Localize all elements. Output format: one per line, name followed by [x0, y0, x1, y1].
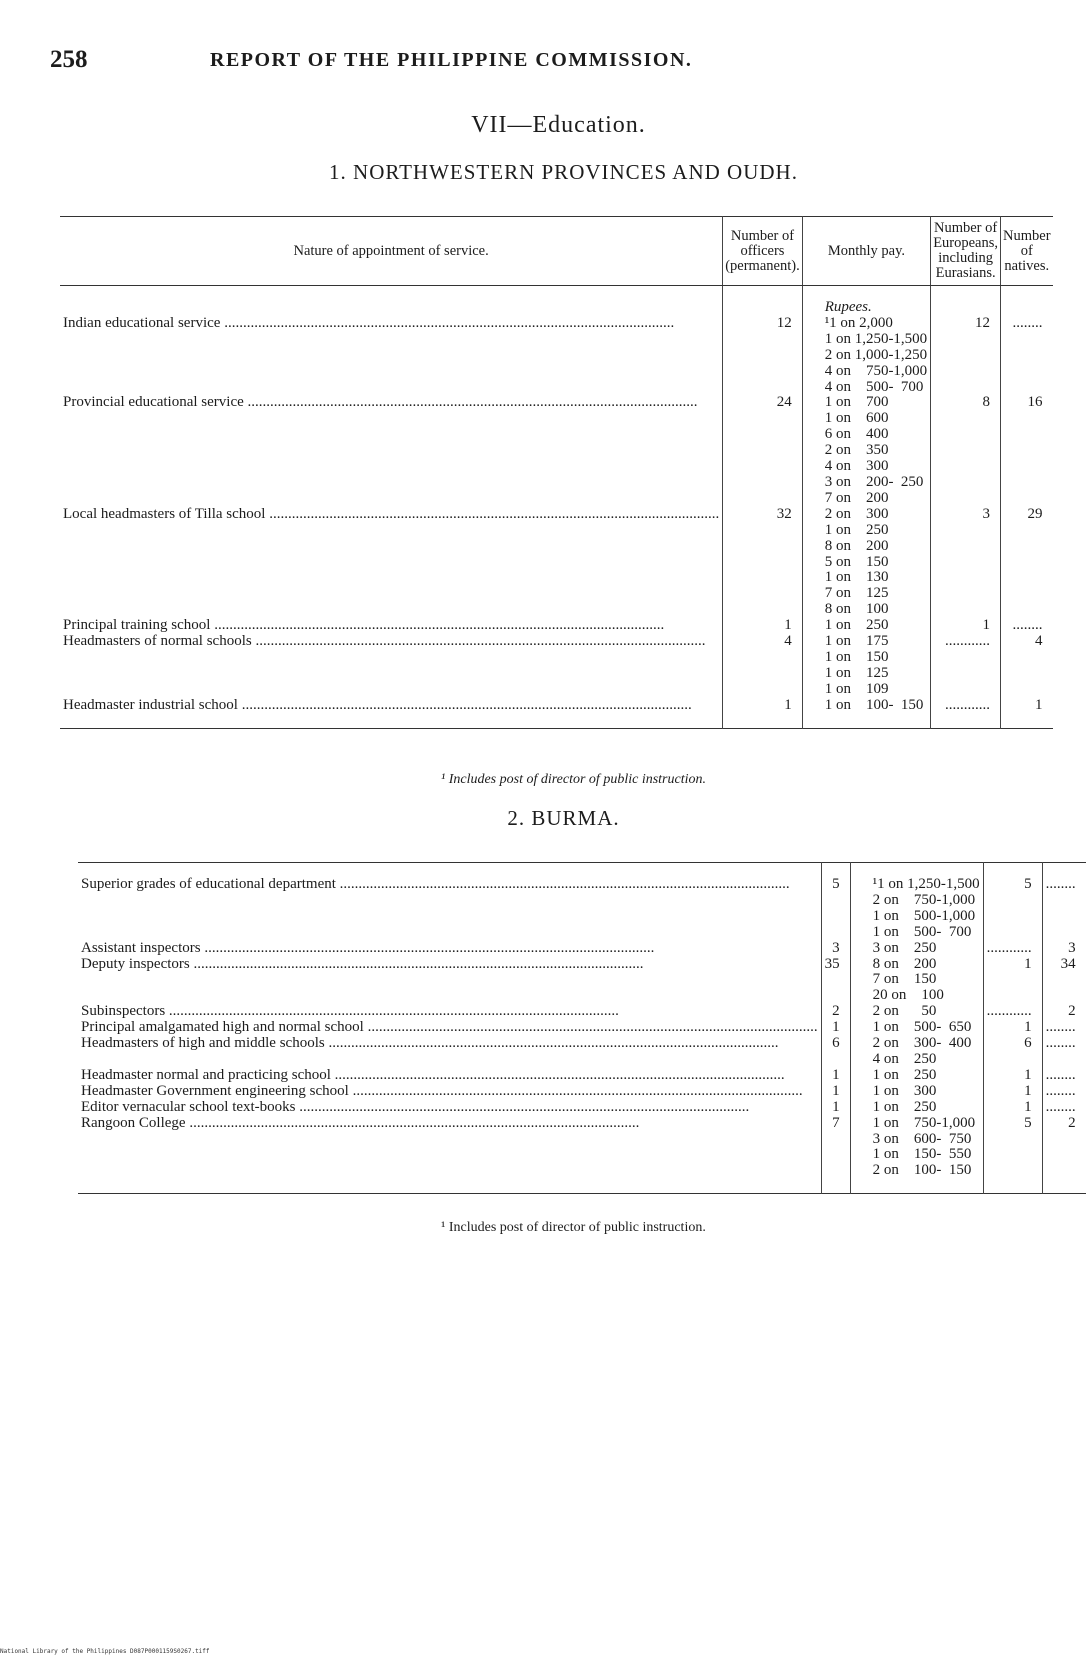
cell-officers: 4: [723, 634, 802, 650]
cell-nature: [78, 1132, 821, 1148]
cell-pay: 7 on 200: [802, 491, 931, 507]
cell-europeans: [983, 909, 1042, 925]
cell-pay: 1 on 100- 150: [802, 698, 931, 714]
cell-natives: [1001, 459, 1053, 475]
table-row: [60, 475, 1053, 491]
cell-nature: [78, 893, 821, 909]
cell-europeans: [931, 602, 1001, 618]
cell-natives: [1042, 925, 1086, 941]
cell-natives: [1001, 555, 1053, 571]
cell-officers: 7: [821, 1116, 850, 1132]
cell-europeans: [931, 348, 1001, 364]
cell-pay: 1 on 750-1,000: [850, 1116, 983, 1132]
table-burma: [78, 862, 1086, 1194]
cell-nature: Headmasters of high and middle schools .....: [78, 1036, 821, 1052]
cell-officers: [723, 332, 802, 348]
cell-nature: Superior grades of educational department .....: [78, 877, 821, 893]
cell-nature: [60, 650, 723, 666]
cell-europeans: ............: [983, 941, 1042, 957]
table-row: [60, 380, 1053, 396]
cell-officers: [723, 555, 802, 571]
cell-europeans: [931, 364, 1001, 380]
cell-officers: [723, 539, 802, 555]
cell-natives: [1042, 1163, 1086, 1179]
table-row: [78, 1132, 1086, 1148]
cell-europeans: 1: [983, 1020, 1042, 1036]
cell-natives: [1042, 1147, 1086, 1163]
cell-natives: [1001, 332, 1053, 348]
cell-nature: [60, 570, 723, 586]
cell-europeans: [931, 682, 1001, 698]
table-row: [78, 893, 1086, 909]
cell-pay: 7 on 150: [850, 972, 983, 988]
cell-europeans: [983, 988, 1042, 1004]
table-row: [60, 411, 1053, 427]
cell-natives: [1001, 348, 1053, 364]
cell-nature: [60, 427, 723, 443]
cell-natives: ........: [1042, 1100, 1086, 1116]
table-row: [78, 1036, 1086, 1052]
cell-natives: [1001, 539, 1053, 555]
table-row: [78, 1052, 1086, 1068]
table2-footnote: ¹ Includes post of director of public instruction.: [441, 1220, 706, 1235]
cell-europeans: [983, 1163, 1042, 1179]
cell-nature: [60, 459, 723, 475]
cell-pay: 1 on 175: [802, 634, 931, 650]
table-row: [60, 364, 1053, 380]
cell-nature: Indian educational service .....: [60, 316, 723, 332]
cell-europeans: [931, 491, 1001, 507]
table-row: [60, 539, 1053, 555]
cell-europeans: [983, 972, 1042, 988]
table-row: [78, 988, 1086, 1004]
cell-nature: Deputy inspectors .....: [78, 957, 821, 973]
cell-nature: [78, 972, 821, 988]
table-row: [60, 332, 1053, 348]
cell-nature: Headmasters of normal schools .....: [60, 634, 723, 650]
table-row: [78, 941, 1086, 957]
cell-natives: [1001, 682, 1053, 698]
table-row: [60, 316, 1053, 332]
table-row: [60, 427, 1053, 443]
table-row: [78, 957, 1086, 973]
cell-officers: [723, 491, 802, 507]
cell-europeans: 5: [983, 877, 1042, 893]
table-row: [78, 1116, 1086, 1132]
cell-nature: Rangoon College .....: [78, 1116, 821, 1132]
cell-natives: 4: [1001, 634, 1053, 650]
scan-footer-stamp: National Library of the Philippines D087P0001159S0267.tiff: [0, 1648, 210, 1655]
page-number: 258: [50, 46, 88, 73]
cell-officers: [723, 348, 802, 364]
cell-natives: 3: [1042, 941, 1086, 957]
cell-natives: ........: [1001, 316, 1053, 332]
cell-natives: [1042, 1052, 1086, 1068]
cell-nature: Principal training school .....: [60, 618, 723, 634]
table1-title: 1. NORTHWESTERN PROVINCES AND OUDH.: [329, 160, 798, 184]
table-row: [78, 1163, 1086, 1179]
cell-officers: [723, 666, 802, 682]
cell-pay: 3 on 600- 750: [850, 1132, 983, 1148]
header-europeans: Number of Europeans, including Eurasians.: [931, 217, 1001, 286]
table-row: [60, 682, 1053, 698]
table-row: [60, 555, 1053, 571]
cell-nature: [60, 682, 723, 698]
cell-europeans: 1: [983, 1084, 1042, 1100]
table-row: [60, 666, 1053, 682]
cell-nature: [60, 411, 723, 427]
table-row: [60, 348, 1053, 364]
cell-officers: [723, 682, 802, 698]
cell-pay: 1 on 109: [802, 682, 931, 698]
cell-pay: 1 on 700: [802, 395, 931, 411]
cell-nature: [60, 555, 723, 571]
cell-officers: 1: [821, 1068, 850, 1084]
table-row: [60, 300, 1053, 316]
cell-pay: 2 on 100- 150: [850, 1163, 983, 1179]
cell-europeans: [931, 539, 1001, 555]
cell-natives: 29: [1001, 507, 1053, 523]
cell-europeans: [931, 666, 1001, 682]
cell-pay: ¹1 on 2,000: [802, 316, 931, 332]
cell-pay: 1 on 500-1,000: [850, 909, 983, 925]
cell-nature: [60, 523, 723, 539]
cell-officers: 1: [821, 1084, 850, 1100]
table-row: [60, 570, 1053, 586]
table-row: [60, 491, 1053, 507]
cell-natives: ........: [1042, 1068, 1086, 1084]
table-row: [78, 1068, 1086, 1084]
cell-natives: ........: [1042, 877, 1086, 893]
cell-nature: Assistant inspectors .....: [78, 941, 821, 957]
cell-nature: Local headmasters of Tilla school .....: [60, 507, 723, 523]
header-pay: Monthly pay.: [802, 217, 931, 286]
cell-pay: 3 on 200- 250: [802, 475, 931, 491]
cell-nature: [60, 380, 723, 396]
cell-europeans: [983, 925, 1042, 941]
cell-nature: [60, 332, 723, 348]
cell-nature: Editor vernacular school text-books .....: [78, 1100, 821, 1116]
cell-pay: 2 on 50: [850, 1004, 983, 1020]
cell-officers: [723, 443, 802, 459]
cell-pay: 8 on 100: [802, 602, 931, 618]
cell-natives: [1001, 650, 1053, 666]
cell-pay: 4 on 500- 700: [802, 380, 931, 396]
cell-natives: [1001, 364, 1053, 380]
cell-europeans: [931, 650, 1001, 666]
cell-pay: 5 on 150: [802, 555, 931, 571]
running-head: REPORT OF THE PHILIPPINE COMMISSION.: [210, 49, 693, 71]
cell-officers: [723, 380, 802, 396]
cell-europeans: 12: [931, 316, 1001, 332]
table-row: [78, 972, 1086, 988]
cell-officers: [821, 988, 850, 1004]
table-row: [60, 650, 1053, 666]
cell-europeans: ............: [931, 698, 1001, 714]
cell-nature: [78, 909, 821, 925]
cell-officers: 1: [723, 698, 802, 714]
table-northwestern-provinces: [60, 216, 1053, 729]
cell-nature: Headmaster Government engineering school .....: [78, 1084, 821, 1100]
cell-europeans: 1: [931, 618, 1001, 634]
cell-officers: [821, 1147, 850, 1163]
section-title: VII—Education.: [471, 112, 646, 138]
cell-natives: [1001, 666, 1053, 682]
cell-europeans: [931, 555, 1001, 571]
cell-natives: [1042, 972, 1086, 988]
cell-nature: [78, 1147, 821, 1163]
cell-europeans: [983, 1147, 1042, 1163]
cell-natives: [1001, 586, 1053, 602]
table-row: [60, 634, 1053, 650]
cell-officers: [821, 925, 850, 941]
cell-europeans: 1: [983, 1068, 1042, 1084]
cell-pay: 2 on 1,000-1,250: [802, 348, 931, 364]
table-row: [60, 602, 1053, 618]
cell-europeans: [931, 443, 1001, 459]
table-row: [60, 395, 1053, 411]
table-row: [78, 1004, 1086, 1020]
cell-pay: 1 on 250: [802, 618, 931, 634]
cell-officers: 35: [821, 957, 850, 973]
cell-natives: ........: [1042, 1036, 1086, 1052]
cell-pay: 1 on 500- 700: [850, 925, 983, 941]
cell-europeans: 3: [931, 507, 1001, 523]
cell-nature: [78, 1163, 821, 1179]
cell-nature: [78, 925, 821, 941]
cell-nature: [60, 364, 723, 380]
cell-natives: [1001, 427, 1053, 443]
cell-pay: 1 on 125: [802, 666, 931, 682]
cell-natives: 34: [1042, 957, 1086, 973]
table-row: [78, 909, 1086, 925]
cell-officers: 5: [821, 877, 850, 893]
cell-pay: 1 on 600: [802, 411, 931, 427]
cell-pay: 1 on 300: [850, 1084, 983, 1100]
table1-footnote: ¹ Includes post of director of public instruction.: [441, 772, 706, 787]
table-row: [78, 1084, 1086, 1100]
table-row: [60, 523, 1053, 539]
table-row: [60, 507, 1053, 523]
table-row: [60, 618, 1053, 634]
table-row: [60, 459, 1053, 475]
cell-pay: 20 on 100: [850, 988, 983, 1004]
cell-pay: 8 on 200: [802, 539, 931, 555]
cell-europeans: [931, 332, 1001, 348]
cell-officers: 2: [821, 1004, 850, 1020]
cell-natives: ........: [1001, 618, 1053, 634]
cell-officers: 6: [821, 1036, 850, 1052]
cell-pay: 4 on 250: [850, 1052, 983, 1068]
cell-officers: 32: [723, 507, 802, 523]
cell-nature: [60, 586, 723, 602]
header-nature: Nature of appointment of service.: [60, 217, 723, 286]
cell-nature: [60, 491, 723, 507]
cell-officers: [723, 650, 802, 666]
cell-pay: 1 on 130: [802, 570, 931, 586]
rupees-label: Rupees.: [802, 300, 931, 316]
table-row: [78, 1147, 1086, 1163]
cell-officers: [821, 1132, 850, 1148]
cell-nature: Principal amalgamated high and normal school .....: [78, 1020, 821, 1036]
cell-officers: [723, 586, 802, 602]
table-row: [78, 1020, 1086, 1036]
cell-europeans: [931, 475, 1001, 491]
cell-nature: [60, 443, 723, 459]
cell-europeans: [983, 893, 1042, 909]
cell-natives: ........: [1042, 1084, 1086, 1100]
cell-officers: [821, 1163, 850, 1179]
cell-europeans: [931, 586, 1001, 602]
cell-pay: 1 on 250: [802, 523, 931, 539]
cell-pay: 3 on 250: [850, 941, 983, 957]
cell-pay: 1 on 150- 550: [850, 1147, 983, 1163]
cell-europeans: [931, 380, 1001, 396]
cell-pay: 1 on 150: [802, 650, 931, 666]
cell-pay: ¹1 on 1,250-1,500: [850, 877, 983, 893]
cell-pay: 1 on 250: [850, 1100, 983, 1116]
cell-pay: 2 on 750-1,000: [850, 893, 983, 909]
cell-nature: [60, 602, 723, 618]
cell-europeans: [931, 459, 1001, 475]
table-row: [78, 1100, 1086, 1116]
cell-pay: 2 on 300: [802, 507, 931, 523]
cell-natives: [1001, 570, 1053, 586]
cell-officers: [723, 602, 802, 618]
cell-natives: [1001, 443, 1053, 459]
cell-nature: Headmaster industrial school .....: [60, 698, 723, 714]
cell-natives: ........: [1042, 1020, 1086, 1036]
cell-pay: 4 on 750-1,000: [802, 364, 931, 380]
cell-pay: 1 on 1,250-1,500: [802, 332, 931, 348]
cell-natives: [1001, 602, 1053, 618]
cell-pay: 1 on 500- 650: [850, 1020, 983, 1036]
cell-europeans: 5: [983, 1116, 1042, 1132]
cell-europeans: 8: [931, 395, 1001, 411]
cell-officers: 1: [821, 1020, 850, 1036]
cell-nature: [60, 666, 723, 682]
cell-officers: [723, 411, 802, 427]
cell-officers: [821, 972, 850, 988]
cell-natives: [1042, 1132, 1086, 1148]
cell-europeans: [983, 1132, 1042, 1148]
cell-natives: [1001, 411, 1053, 427]
cell-nature: [78, 1052, 821, 1068]
cell-officers: [723, 364, 802, 380]
cell-natives: [1042, 988, 1086, 1004]
cell-pay: 8 on 200: [850, 957, 983, 973]
cell-natives: [1001, 491, 1053, 507]
cell-natives: 2: [1042, 1004, 1086, 1020]
cell-officers: 12: [723, 316, 802, 332]
cell-officers: 24: [723, 395, 802, 411]
cell-europeans: [931, 411, 1001, 427]
cell-pay: 6 on 400: [802, 427, 931, 443]
header-officers: Number of officers (permanent).: [723, 217, 802, 286]
cell-pay: 7 on 125: [802, 586, 931, 602]
table2-title: 2. BURMA.: [507, 806, 620, 830]
cell-natives: [1001, 380, 1053, 396]
cell-pay: 2 on 300- 400: [850, 1036, 983, 1052]
cell-nature: [78, 988, 821, 1004]
cell-europeans: [931, 523, 1001, 539]
cell-nature: Headmaster normal and practicing school .....: [78, 1068, 821, 1084]
cell-europeans: [931, 427, 1001, 443]
cell-natives: [1042, 893, 1086, 909]
cell-officers: 3: [821, 941, 850, 957]
cell-officers: [723, 523, 802, 539]
cell-natives: 2: [1042, 1116, 1086, 1132]
cell-officers: [723, 459, 802, 475]
header-natives: Number of natives.: [1001, 217, 1053, 286]
cell-nature: [60, 539, 723, 555]
table-row: [60, 586, 1053, 602]
cell-nature: [60, 475, 723, 491]
cell-nature: Subinspectors .....: [78, 1004, 821, 1020]
cell-pay: 2 on 350: [802, 443, 931, 459]
cell-natives: 1: [1001, 698, 1053, 714]
cell-officers: [723, 570, 802, 586]
cell-pay: 1 on 250: [850, 1068, 983, 1084]
cell-natives: [1042, 909, 1086, 925]
cell-officers: [821, 909, 850, 925]
cell-europeans: 6: [983, 1036, 1042, 1052]
cell-europeans: ............: [983, 1004, 1042, 1020]
cell-europeans: ............: [931, 634, 1001, 650]
cell-officers: [821, 893, 850, 909]
table-row: [60, 698, 1053, 714]
cell-officers: 1: [723, 618, 802, 634]
cell-officers: [723, 427, 802, 443]
cell-officers: [723, 475, 802, 491]
cell-natives: [1001, 475, 1053, 491]
cell-natives: [1001, 523, 1053, 539]
cell-europeans: [931, 570, 1001, 586]
cell-europeans: 1: [983, 957, 1042, 973]
cell-nature: Provincial educational service .....: [60, 395, 723, 411]
cell-officers: [821, 1052, 850, 1068]
cell-europeans: 1: [983, 1100, 1042, 1116]
table-row: [60, 443, 1053, 459]
cell-nature: [60, 348, 723, 364]
table-row: [78, 877, 1086, 893]
cell-europeans: [983, 1052, 1042, 1068]
cell-pay: 4 on 300: [802, 459, 931, 475]
cell-natives: 16: [1001, 395, 1053, 411]
cell-officers: 1: [821, 1100, 850, 1116]
table-row: [78, 925, 1086, 941]
